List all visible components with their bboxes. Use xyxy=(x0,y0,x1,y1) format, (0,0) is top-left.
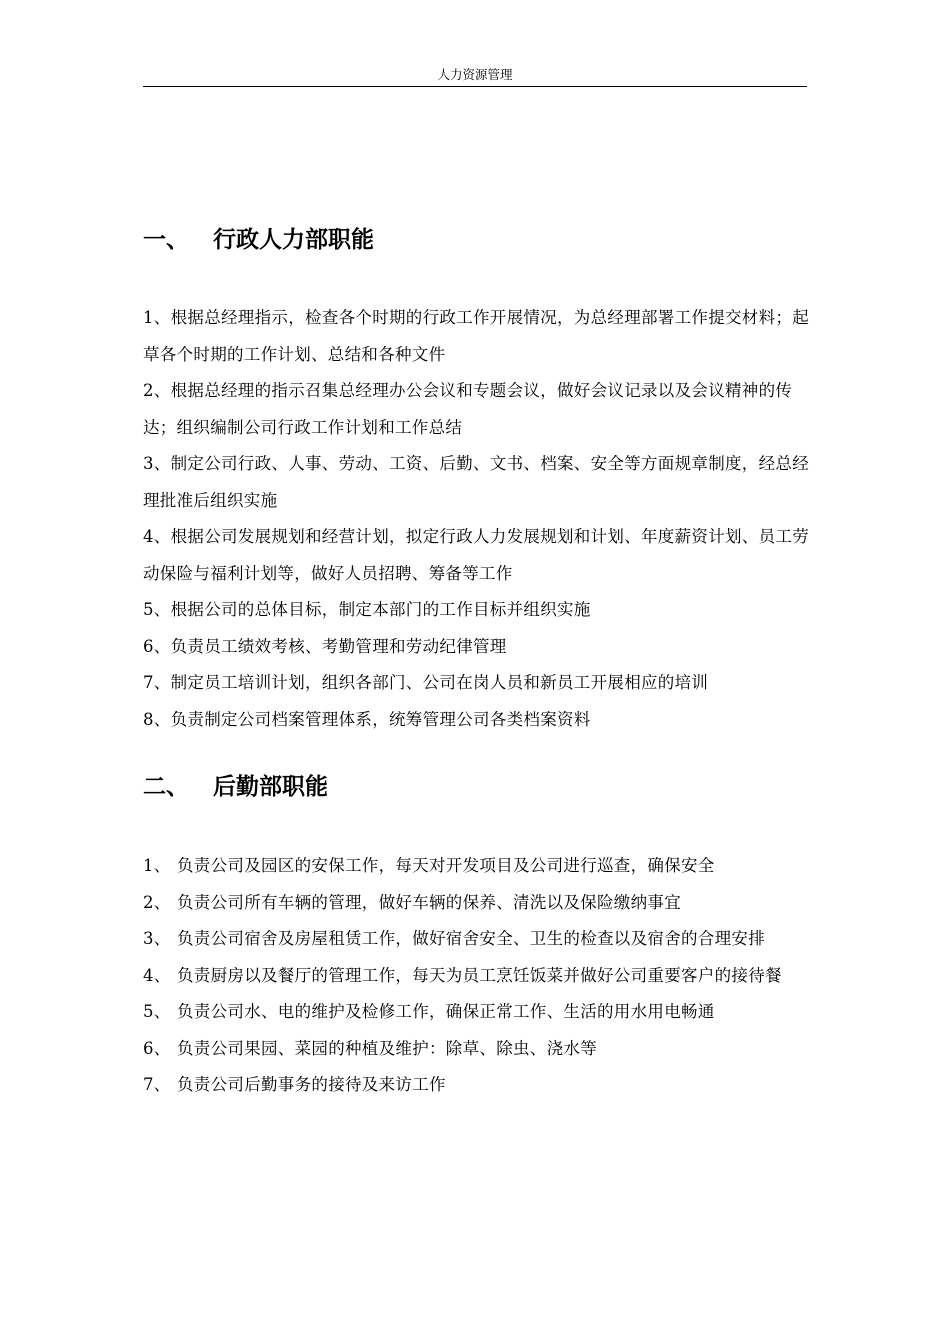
section1-list xyxy=(143,300,818,738)
item-text: 负责公司所有车辆的管理，做好车辆的保养、清洗以及保险缴纳事宜 xyxy=(177,892,681,912)
list-item xyxy=(143,921,818,958)
item-text: 负责公司宿舍及房屋租赁工作，做好宿舍安全、卫生的检查以及宿舍的合理安排 xyxy=(177,929,765,948)
list-item: 3、制定公司行政、人事、劳动、工资、后勤、文书、档案、安全等方面规章制度，经总经理批准后组织实施 xyxy=(143,454,809,510)
section1-heading xyxy=(143,220,823,260)
list-item: 7、制定员工培训计划，组织各部门、公司在岗人员和新员工开展相应的培训 xyxy=(143,673,709,692)
list-item: 5、根据公司的总体目标，制定本部门的工作目标并组织实施 xyxy=(143,600,591,619)
list-item xyxy=(143,1031,818,1068)
list-item: 2、根据总经理的指示召集总经理办公会议和专题会议，做好会议记录以及会议精神的传达；组织编制公司行政工作计划和工作总结 xyxy=(143,381,793,437)
list-item xyxy=(143,885,818,922)
header-title: 人力资源管理 xyxy=(437,67,513,82)
list-item xyxy=(143,958,818,995)
list-item: 8、负责制定公司档案管理体系，统筹管理公司各类档案资料 xyxy=(143,709,591,729)
section2-title: 后勤部职能 xyxy=(213,773,328,800)
item-number: 4、 xyxy=(143,965,171,985)
section1-number: 一、 xyxy=(143,226,189,253)
section2-heading xyxy=(143,767,823,807)
item-number: 1、 xyxy=(143,856,171,875)
list-item: 6、负责员工绩效考核、考勤管理和劳动纪律管理 xyxy=(143,636,507,656)
list-item xyxy=(143,1067,818,1104)
section2-list xyxy=(143,848,818,1104)
item-text: 负责厨房以及餐厅的管理工作，每天为员工烹饪饭菜并做好公司重要客户的接待餐 xyxy=(177,965,782,985)
item-number: 6、 xyxy=(143,1038,171,1058)
list-item: 1、根据总经理指示，检查各个时期的行政工作开展情况，为总经理部署工作提交材料；起草各个时期的工作计划、总结和各种文件 xyxy=(143,308,809,364)
item-number: 2、 xyxy=(143,892,171,912)
list-item: 4、根据公司发展规划和经营计划，拟定行政人力发展规划和计划、年度薪资计划、员工劳动保险与福利计划等，做好人员招聘、筹备等工作 xyxy=(143,527,809,583)
section1-title: 行政人力部职能 xyxy=(213,226,374,253)
item-number: 7、 xyxy=(143,1075,171,1094)
item-text: 负责公司水、电的维护及检修工作，确保正常工作、生活的用水用电畅通 xyxy=(177,1002,715,1021)
item-text: 负责公司果园、菜园的种植及维护：除草、除虫、浇水等 xyxy=(177,1038,597,1058)
page-header xyxy=(143,66,807,87)
list-item xyxy=(143,848,818,885)
list-item xyxy=(143,994,818,1031)
item-text: 负责公司及园区的安保工作，每天对开发项目及公司进行巡查，确保安全 xyxy=(177,856,715,875)
item-number: 3、 xyxy=(143,929,171,948)
item-number: 5、 xyxy=(143,1002,171,1021)
item-text: 负责公司后勤事务的接待及来访工作 xyxy=(177,1075,446,1094)
section2-number: 二、 xyxy=(143,773,189,800)
